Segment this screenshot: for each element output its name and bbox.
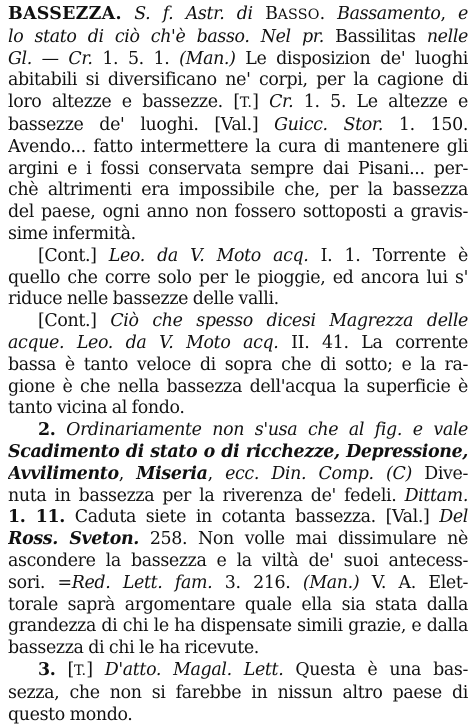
text-line xyxy=(8,420,468,442)
text-run: 1. 150. xyxy=(383,115,468,135)
text-run: del paese, ogni anno non fossero sottoposti a gravis- xyxy=(8,202,468,222)
text-line xyxy=(8,202,468,224)
text-run: riduce nelle bassezze delle valli. xyxy=(8,289,279,309)
text-line xyxy=(8,705,468,726)
text-line xyxy=(8,4,468,27)
text-run: torale saprà argomentare quale ella sia stata dalla xyxy=(8,595,468,615)
text-run: 3. xyxy=(38,660,55,680)
text-line xyxy=(8,159,468,181)
text-line xyxy=(8,398,468,420)
text-line xyxy=(8,268,468,290)
text-line xyxy=(8,551,468,573)
text-line xyxy=(8,49,468,71)
text-run: Dittam. xyxy=(405,486,468,506)
text-run: bassezze de' luoghi. [Val.] xyxy=(8,115,274,135)
text-run: Red. Lett. fam. xyxy=(72,573,213,593)
text-run: e xyxy=(458,4,468,24)
text-run: [ xyxy=(55,660,73,680)
text-line xyxy=(8,115,468,137)
text-run: V. A. Elet- xyxy=(359,573,468,593)
text-run: Gl. — Cr. xyxy=(8,49,93,69)
text-run: gione è che nella bassezza dell'acqua la superficie è xyxy=(8,377,468,397)
text-run: ASSO xyxy=(278,7,320,23)
text-line xyxy=(8,683,468,705)
text-run: Avendo... fatto intermettere la cura di mantenere gli xyxy=(8,137,468,157)
text-run: Leo. da V. Moto acq. xyxy=(109,246,309,266)
text-run: sezza, che non si farebbe in nissun altro paese di xyxy=(8,683,468,703)
text-run: quello che corre solo per le pioggie, ed ancora lui s' xyxy=(8,268,468,288)
text-line xyxy=(8,573,468,595)
text-run: Ordinariamente non s'usa che al fig. e vale xyxy=(55,420,468,440)
text-run: Questa è una bas- xyxy=(283,660,468,680)
text-line xyxy=(8,507,468,529)
text-run: , xyxy=(208,464,226,484)
text-run: Bassilitas xyxy=(324,27,427,47)
text-line xyxy=(8,27,468,49)
text-run: Dive- xyxy=(412,464,468,484)
text-line xyxy=(8,92,468,115)
text-run: Caduta siete in cotanta bassezza. [Val.] xyxy=(65,507,439,527)
text-run: II. 41. La corrente xyxy=(278,333,468,353)
text-run: Ross. Sveton. xyxy=(8,529,139,549)
text-line xyxy=(8,486,468,508)
text-run: 1. 5. 1. xyxy=(93,49,180,69)
text-line xyxy=(8,377,468,399)
text-run: bassezza di chi le ha ricevute. xyxy=(8,638,259,658)
text-line xyxy=(8,464,468,486)
text-run: S. f. Astr. di xyxy=(122,4,265,24)
text-run: I. 1. Torrente è xyxy=(308,246,468,266)
text-run: Del xyxy=(439,507,468,527)
text-line xyxy=(8,180,468,202)
text-run: 258. Non volle mai dissimulare nè xyxy=(139,529,468,549)
text-run: sori. = xyxy=(8,573,72,593)
text-run: 2. xyxy=(38,420,55,440)
text-run: tanto vicina al fondo. xyxy=(8,398,185,418)
text-run: bassa è tanto veloce di sopra che di sotto; e la ra- xyxy=(8,355,468,375)
headword: BASSEZZA. xyxy=(8,4,122,24)
text-run: nuta in bassezza per la riverenza de' fedeli. xyxy=(8,486,405,506)
text-run: Ciò che spesso dicesi Magrezza delle xyxy=(110,311,468,331)
text-run: 1. 5. Le altezze e xyxy=(293,92,468,112)
text-run: [Cont.] xyxy=(38,246,109,266)
text-line xyxy=(8,70,468,92)
text-line xyxy=(8,638,468,660)
text-run: sime infermità. xyxy=(8,224,136,244)
text-run: [Cont.] xyxy=(38,311,110,331)
text-run: Cr. xyxy=(269,92,293,112)
text-line xyxy=(8,246,468,268)
text-run: D'atto. Magal. Lett. xyxy=(105,660,284,680)
text-run: . xyxy=(320,4,338,24)
text-line xyxy=(8,442,468,464)
text-line xyxy=(8,660,468,683)
dictionary-entry-bassezza xyxy=(8,4,468,726)
text-run: ] xyxy=(252,92,269,112)
text-run: ecc. Din. Comp. (C) xyxy=(225,464,412,484)
text-line xyxy=(8,224,468,246)
text-run: Guicc. Stor. xyxy=(274,115,383,135)
text-line xyxy=(8,616,468,638)
text-run: (Man.) xyxy=(303,573,359,593)
text-run: ascondere la bassezza e la viltà de' suoi antecess- xyxy=(8,551,468,571)
text-line xyxy=(8,137,468,159)
text-run: acque. Leo. da V. Moto acq. xyxy=(8,333,278,353)
text-run: Bassamento xyxy=(337,4,440,24)
text-run: ] xyxy=(86,660,104,680)
text-line xyxy=(8,355,468,377)
text-run: Avvilimento xyxy=(8,464,119,484)
text-run: argini e i fossi conservata sempre dai Pisani... per- xyxy=(8,159,468,179)
text-run: abitabili si diversificano ne' corpi, per la cagione di xyxy=(8,70,468,90)
text-run: Miseria xyxy=(136,464,207,484)
text-line xyxy=(8,333,468,355)
text-run: (Man.) xyxy=(179,49,235,69)
text-run: nelle xyxy=(427,27,468,47)
text-line xyxy=(8,289,468,311)
text-run: , xyxy=(119,464,137,484)
text-run: 1. 11. xyxy=(8,507,65,527)
text-run: Scadimento di stato o di ricchezze, Depressione, xyxy=(8,442,468,462)
text-run: grandezza di chi le ha dispensate simili grazie, e dalla xyxy=(8,616,468,636)
text-run: loro altezze e bassezze. [ xyxy=(8,92,240,112)
text-line xyxy=(8,311,468,333)
text-run: questo mondo. xyxy=(8,705,132,725)
text-run: B xyxy=(265,4,277,24)
text-run: , xyxy=(440,4,458,24)
text-run: chè altrimenti era impossibile che, per la bassezza xyxy=(8,180,468,200)
text-line xyxy=(8,595,468,617)
text-line xyxy=(8,529,468,551)
text-run: T. xyxy=(74,663,86,679)
text-run: Le disposizion de' luoghi xyxy=(236,49,468,69)
text-run: 3. 216. xyxy=(212,573,303,593)
text-run: lo stato di ciò ch'è basso. Nel pr. xyxy=(8,27,324,47)
text-run: T. xyxy=(240,95,252,111)
